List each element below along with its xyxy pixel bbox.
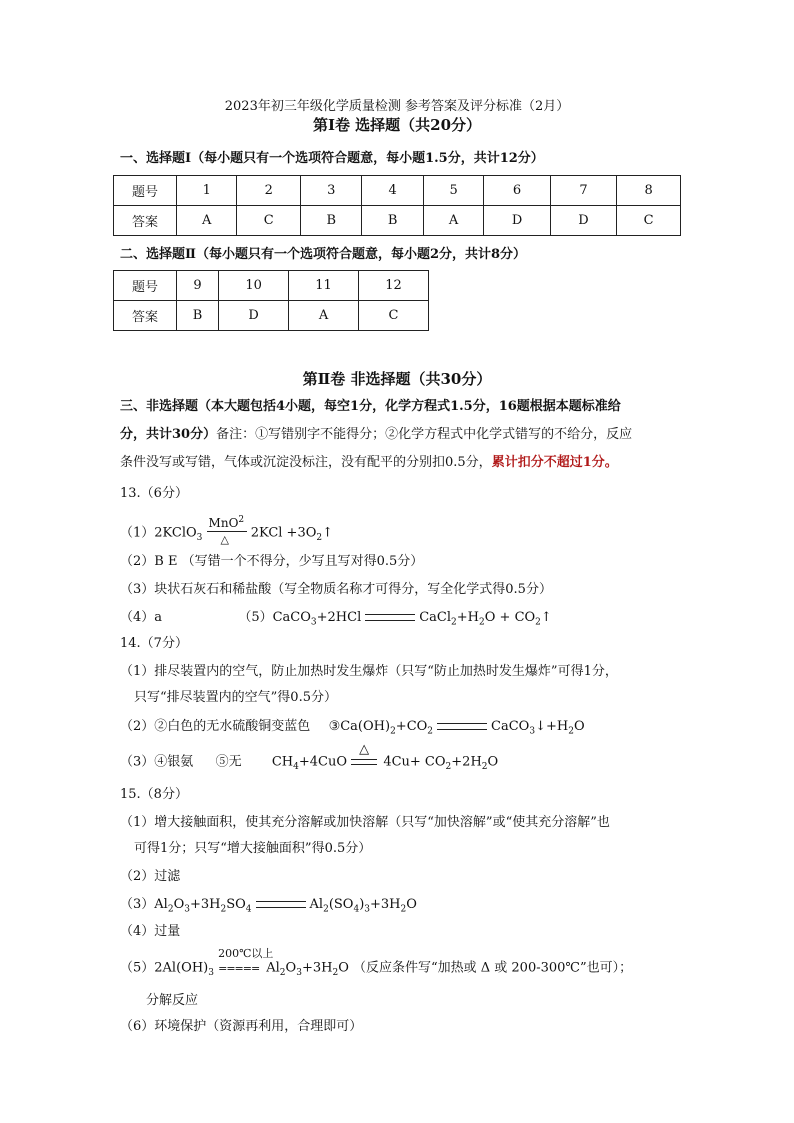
q15-heading: 15.（8分）	[120, 787, 188, 802]
q13-formula-kclo3: （1）2KClO	[120, 525, 197, 541]
q13-answer5: （5）CaCO	[238, 610, 311, 625]
table-row	[114, 271, 429, 301]
doc-title: 2023年初三年级化学质量检测 参考答案及评分标准（2月）	[224, 99, 570, 114]
section2-heading	[120, 243, 526, 262]
equals-sign	[437, 723, 487, 730]
q14-answer2-eq: ③Ca(OH)	[328, 719, 391, 734]
q15-line1: （1）增大接触面积，使其充分溶解或加快溶解（只写“加快溶解”或“使其充分溶解”也	[120, 815, 610, 830]
section3-intro-note: 备注：①写错别字不能得分；②化学方程式中化学式错写的不给分，反应	[216, 427, 633, 442]
equals-sign	[351, 759, 377, 765]
reaction-condition	[351, 742, 379, 772]
q14-line1: （1）排尽装置内的空气，防止加热时发生爆炸（只写“防止加热时发生爆炸”可得1分，	[120, 664, 618, 679]
q14-answer3a: （3）④银氨	[120, 754, 194, 770]
q14-line3: （3）④银氨 ⑤无 $CH_4+4CuO$ △ $4Cu+ CO_2+2H_2O$	[120, 742, 499, 773]
question-number: 8	[617, 176, 681, 206]
answer-cell: D	[550, 206, 616, 236]
q13-line3: （3）块状石灰石和稀盐酸（写全物质名称才可得分，写全化学式得0.5分）	[120, 582, 552, 597]
question-number: 2	[237, 176, 301, 206]
q14-answer3-eq: CH	[271, 754, 294, 770]
question-number: 9	[177, 271, 219, 301]
row-label-question: 题号	[114, 271, 177, 301]
section1-table	[113, 175, 681, 236]
question-number: 12	[359, 271, 429, 301]
table-row	[114, 301, 429, 331]
q14-answer3b: ⑤无	[215, 754, 242, 770]
section3-intro-deduct: 条件没写或写错，气体或沉淀没标注，没有配平的分别扣0.5分，	[120, 455, 492, 470]
q15-line1b: 可得1分；只写“增大接触面积”得0.5分）	[134, 841, 372, 856]
section2-label: 二、选择题Ⅱ	[120, 247, 196, 262]
question-number: 5	[423, 176, 483, 206]
q15-answer5-note: O （反应条件写“加热或 Δ 或 200-300℃”也可）；	[338, 960, 633, 976]
q13-products: 2KCl +3O	[250, 525, 317, 541]
answer-cell: D	[219, 301, 289, 331]
gas-arrow-icon: ↑	[540, 610, 552, 625]
gas-arrow-icon: ↑	[322, 525, 334, 541]
reaction-condition	[218, 947, 274, 978]
heat-triangle-icon: △	[359, 742, 370, 757]
q15-line5: $(5)2Al(OH)_3$ 200℃以上 ===== $Al_2O_3+3H_2O$ （反应条件写“加热或 Δ 或 200-300℃”也可）；	[120, 958, 632, 983]
q14-line2: （2）②白色的无水硫酸铜变蓝色 $③Ca(OH)_2+CO_2$ $CaCO_3↓+H_2O$	[120, 719, 585, 737]
q13-line2: （2）B E （写错一个不得分，少写且写对得0.5分）	[120, 554, 424, 569]
subscript: 2	[316, 533, 323, 544]
question-number: 10	[219, 271, 289, 301]
q13-answer4: （4）a	[120, 610, 163, 625]
question-number: 6	[484, 176, 550, 206]
answer-cell: B	[301, 206, 362, 236]
q15-line7: （6）环境保护（资源再利用，合理即可）	[120, 1019, 363, 1034]
catalyst-label: MnO$^2$	[208, 515, 245, 530]
q15-line6: 分解反应	[146, 993, 199, 1008]
part2-title: 第Ⅱ卷 非选择题（共30分）	[302, 370, 492, 388]
answer-cell: B	[362, 206, 423, 236]
q13-line4: （4）a （5）CaCO$_3$+2HCl $CaCl_2+H_2O$ + $CO_2↑$	[120, 610, 552, 628]
answer-cell: C	[237, 206, 301, 236]
section1-heading	[120, 147, 544, 166]
q15-answer3-eq: （3）Al	[120, 897, 168, 912]
q14-heading: 14.（7分）	[120, 636, 188, 651]
q13-line1	[120, 515, 334, 548]
answer-cell: B	[177, 301, 219, 331]
section3-intro-line2	[120, 425, 632, 445]
section2-note: （每小题只有一个选项符合题意，每小题2分，共计8分）	[195, 247, 527, 262]
q15-line4: （4）过量	[120, 924, 181, 939]
section3-intro-limit: 累计扣分不超过1分。	[491, 455, 618, 470]
answer-cell: A	[177, 206, 237, 236]
section3-intro-line1: 三、非选择题（本大题包括4小题，每空1分，化学方程式1.5分，16题根据本题标准给	[120, 399, 621, 414]
table-row	[114, 176, 681, 206]
question-number: 11	[289, 271, 359, 301]
q15-answer5-eq: （5）2Al(OH)	[120, 960, 209, 976]
answer-cell: A	[289, 301, 359, 331]
q14-answer2-text: （2）②白色的无水硫酸铜变蓝色	[120, 719, 311, 734]
equals-sign: =====	[218, 962, 260, 975]
section1-label: 一、选择题Ⅰ	[120, 151, 192, 166]
q15-line2: （2）过滤	[120, 869, 181, 884]
answer-cell: A	[423, 206, 483, 236]
temperature-condition: 200℃以上	[218, 947, 274, 960]
part1-title: 第Ⅰ卷 选择题（共20分）	[312, 116, 482, 134]
row-label-answer: 答案	[114, 206, 177, 236]
answer-cell: D	[484, 206, 550, 236]
subscript: 3	[196, 533, 203, 544]
q14-line1b: 只写“排尽装置内的空气”得0.5分）	[134, 690, 337, 705]
answer-cell: C	[617, 206, 681, 236]
q13-heading: 13.（6分）	[120, 486, 188, 501]
row-label-question: 题号	[114, 176, 177, 206]
question-number: 4	[362, 176, 423, 206]
section3-intro-score: 分，共计30分）	[120, 427, 217, 442]
equals-sign	[256, 901, 306, 908]
row-label-answer: 答案	[114, 301, 177, 331]
question-number: 7	[550, 176, 616, 206]
answer-cell: C	[359, 301, 429, 331]
q15-line3: $(3)Al_2O_3+3H_2SO_4$ $Al_2(SO_4)_3+3H_2O$	[120, 897, 417, 915]
reaction-condition	[207, 515, 247, 546]
table-row	[114, 206, 681, 236]
section3-intro-line3	[120, 453, 618, 473]
question-number: 1	[177, 176, 237, 206]
equals-sign	[365, 614, 415, 621]
question-number: 3	[301, 176, 362, 206]
section1-note: （每小题只有一个选项符合题意，每小题1.5分，共计12分）	[191, 151, 544, 166]
heat-triangle-icon: △	[220, 533, 230, 546]
section2-table	[113, 270, 429, 331]
